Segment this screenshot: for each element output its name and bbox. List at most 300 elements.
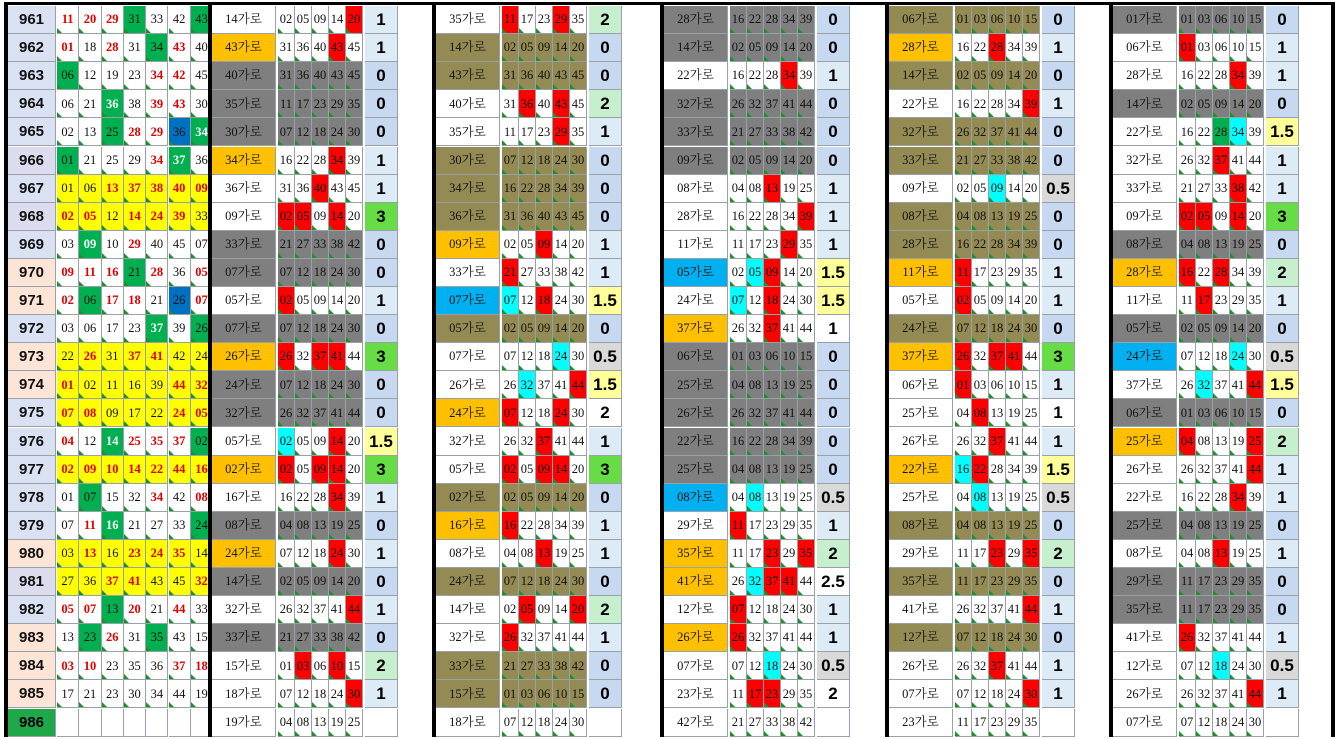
pattern-label[interactable]: 35가로 xyxy=(436,6,500,34)
pattern-number[interactable]: 02 xyxy=(1179,203,1196,231)
pattern-number[interactable]: 14 xyxy=(553,596,570,624)
drawn-number[interactable]: 18 xyxy=(79,34,101,62)
pattern-number[interactable]: 09 xyxy=(312,568,329,596)
pattern-number[interactable]: 24 xyxy=(1006,624,1023,652)
drawn-number[interactable]: 43 xyxy=(169,34,191,62)
pattern-number[interactable]: 16 xyxy=(730,203,747,231)
pattern-label[interactable]: 34가로 xyxy=(212,147,276,175)
pattern-number[interactable]: 32 xyxy=(1196,624,1213,652)
pattern-number[interactable]: 26 xyxy=(1179,456,1196,484)
pattern-number[interactable]: 07 xyxy=(502,399,519,427)
pattern-number[interactable]: 12 xyxy=(1196,652,1213,680)
pattern-number[interactable]: 26 xyxy=(1179,147,1196,175)
match-score[interactable]: 0 xyxy=(1266,399,1299,427)
pattern-label[interactable]: 29가로 xyxy=(664,512,728,540)
pattern-label[interactable]: 11가로 xyxy=(1113,287,1177,315)
pattern-number[interactable]: 22 xyxy=(1196,62,1213,90)
pattern-number[interactable]: 41 xyxy=(1006,596,1023,624)
pattern-label[interactable]: 12가로 xyxy=(664,596,728,624)
drawn-number[interactable]: 42 xyxy=(169,62,191,90)
pattern-number[interactable]: 37 xyxy=(989,428,1006,456)
match-score[interactable]: 0 xyxy=(365,624,398,652)
pattern-number[interactable]: 08 xyxy=(1196,231,1213,259)
match-score[interactable]: 0 xyxy=(365,399,398,427)
pattern-label[interactable]: 11가로 xyxy=(664,231,728,259)
drawn-number[interactable]: 03 xyxy=(57,652,79,680)
pattern-number[interactable]: 23 xyxy=(1213,287,1230,315)
pattern-number[interactable]: 02 xyxy=(278,568,295,596)
pattern-number[interactable]: 17 xyxy=(972,568,989,596)
pattern-number[interactable]: 38 xyxy=(781,709,798,737)
pattern-number[interactable]: 41 xyxy=(1006,118,1023,146)
pattern-number[interactable]: 09 xyxy=(989,175,1006,203)
drawn-number[interactable]: 34 xyxy=(146,147,168,175)
pattern-number[interactable]: 39 xyxy=(1023,34,1040,62)
drawn-number[interactable]: 26 xyxy=(191,315,213,343)
drawn-number[interactable]: 17 xyxy=(102,315,124,343)
drawn-number[interactable]: 26 xyxy=(79,343,101,371)
pattern-number[interactable]: 34 xyxy=(781,6,798,34)
pattern-number[interactable]: 25 xyxy=(798,484,815,512)
pattern-label[interactable]: 25가로 xyxy=(664,456,728,484)
pattern-number[interactable]: 26 xyxy=(730,315,747,343)
pattern-number[interactable]: 02 xyxy=(955,287,972,315)
pattern-number[interactable]: 01 xyxy=(502,680,519,708)
drawn-number[interactable]: 01 xyxy=(57,147,79,175)
pattern-label[interactable]: 14가로 xyxy=(436,596,500,624)
match-score[interactable]: 0.5 xyxy=(589,343,622,371)
pattern-number[interactable]: 23 xyxy=(312,90,329,118)
drawn-number[interactable] xyxy=(124,709,146,737)
pattern-number[interactable]: 03 xyxy=(972,6,989,34)
drawn-number[interactable]: 19 xyxy=(102,62,124,90)
pattern-number[interactable]: 17 xyxy=(747,540,764,568)
drawn-number[interactable]: 24 xyxy=(146,203,168,231)
pattern-number[interactable]: 23 xyxy=(1213,568,1230,596)
drawn-number[interactable]: 18 xyxy=(191,652,213,680)
pattern-number[interactable]: 24 xyxy=(329,371,346,399)
pattern-number[interactable]: 30 xyxy=(1247,343,1264,371)
pattern-number[interactable]: 20 xyxy=(1023,62,1040,90)
match-score[interactable]: 1 xyxy=(1266,34,1299,62)
pattern-number[interactable]: 18 xyxy=(989,624,1006,652)
pattern-number[interactable]: 17 xyxy=(747,512,764,540)
match-score[interactable]: 1 xyxy=(365,6,398,34)
drawn-number[interactable]: 39 xyxy=(146,371,168,399)
pattern-label[interactable]: 19가로 xyxy=(212,709,276,737)
drawn-number[interactable]: 44 xyxy=(169,680,191,708)
drawn-number[interactable]: 19 xyxy=(191,680,213,708)
drawn-number[interactable]: 17 xyxy=(124,399,146,427)
pattern-number[interactable]: 35 xyxy=(1023,709,1040,737)
drawn-number[interactable]: 36 xyxy=(191,147,213,175)
drawn-number[interactable]: 02 xyxy=(57,118,79,146)
pattern-number[interactable]: 09 xyxy=(536,231,553,259)
pattern-label[interactable]: 29가로 xyxy=(889,540,953,568)
pattern-number[interactable]: 44 xyxy=(570,624,587,652)
pattern-number[interactable]: 17 xyxy=(747,680,764,708)
pattern-number[interactable]: 17 xyxy=(519,6,536,34)
match-score[interactable]: 1 xyxy=(817,62,850,90)
match-score[interactable]: 1 xyxy=(1042,428,1075,456)
drawn-number[interactable]: 09 xyxy=(79,231,101,259)
pattern-label[interactable]: 32가로 xyxy=(212,399,276,427)
pattern-number[interactable]: 32 xyxy=(295,596,312,624)
pattern-number[interactable]: 26 xyxy=(955,652,972,680)
match-score[interactable]: 0 xyxy=(1266,231,1299,259)
drawn-number[interactable]: 01 xyxy=(57,175,79,203)
pattern-number[interactable]: 12 xyxy=(1196,343,1213,371)
pattern-number[interactable]: 31 xyxy=(278,62,295,90)
drawn-number[interactable]: 08 xyxy=(191,484,213,512)
drawn-number[interactable]: 09 xyxy=(102,399,124,427)
pattern-number[interactable]: 30 xyxy=(346,315,363,343)
pattern-number[interactable]: 23 xyxy=(536,118,553,146)
pattern-number[interactable]: 30 xyxy=(570,709,587,737)
pattern-number[interactable]: 44 xyxy=(1247,456,1264,484)
pattern-number[interactable]: 23 xyxy=(764,680,781,708)
pattern-label[interactable]: 32가로 xyxy=(212,596,276,624)
pattern-number[interactable]: 23 xyxy=(536,6,553,34)
pattern-label[interactable]: 32가로 xyxy=(1113,147,1177,175)
row-number[interactable]: 975 xyxy=(8,399,56,427)
pattern-number[interactable]: 18 xyxy=(536,399,553,427)
match-score[interactable]: 0 xyxy=(589,62,622,90)
drawn-number[interactable]: 16 xyxy=(191,456,213,484)
pattern-label[interactable]: 23가로 xyxy=(889,709,953,737)
match-score[interactable] xyxy=(365,709,398,737)
pattern-number[interactable]: 04 xyxy=(730,484,747,512)
pattern-number[interactable]: 24 xyxy=(329,259,346,287)
pattern-label[interactable]: 12가로 xyxy=(889,624,953,652)
pattern-number[interactable]: 41 xyxy=(1230,680,1247,708)
match-score[interactable]: 0 xyxy=(1042,203,1075,231)
pattern-number[interactable]: 03 xyxy=(295,652,312,680)
pattern-number[interactable]: 09 xyxy=(536,596,553,624)
drawn-number[interactable]: 28 xyxy=(124,118,146,146)
match-score[interactable]: 0 xyxy=(365,371,398,399)
pattern-number[interactable]: 44 xyxy=(1023,596,1040,624)
drawn-number[interactable]: 31 xyxy=(124,624,146,652)
pattern-number[interactable]: 11 xyxy=(502,6,519,34)
drawn-number[interactable]: 23 xyxy=(102,652,124,680)
pattern-number[interactable]: 19 xyxy=(1006,203,1023,231)
pattern-number[interactable]: 19 xyxy=(1230,540,1247,568)
drawn-number[interactable]: 33 xyxy=(169,512,191,540)
match-score[interactable]: 0 xyxy=(1266,6,1299,34)
pattern-number[interactable]: 19 xyxy=(1006,484,1023,512)
pattern-label[interactable]: 26가로 xyxy=(889,428,953,456)
pattern-number[interactable]: 13 xyxy=(1213,428,1230,456)
pattern-number[interactable]: 14 xyxy=(781,259,798,287)
drawn-number[interactable]: 22 xyxy=(57,343,79,371)
pattern-number[interactable]: 29 xyxy=(553,6,570,34)
pattern-number[interactable]: 33 xyxy=(764,118,781,146)
pattern-number[interactable]: 34 xyxy=(329,147,346,175)
drawn-number[interactable]: 07 xyxy=(79,596,101,624)
drawn-number[interactable]: 16 xyxy=(102,512,124,540)
pattern-label[interactable]: 07가로 xyxy=(212,259,276,287)
drawn-number[interactable]: 34 xyxy=(191,118,213,146)
pattern-label[interactable]: 11가로 xyxy=(889,259,953,287)
drawn-number[interactable]: 37 xyxy=(124,175,146,203)
pattern-number[interactable]: 39 xyxy=(1247,62,1264,90)
pattern-number[interactable]: 38 xyxy=(553,259,570,287)
pattern-label[interactable]: 09가로 xyxy=(212,203,276,231)
pattern-number[interactable]: 18 xyxy=(536,709,553,737)
pattern-number[interactable]: 18 xyxy=(536,287,553,315)
drawn-number[interactable]: 43 xyxy=(191,6,213,34)
match-score[interactable]: 0 xyxy=(365,231,398,259)
pattern-number[interactable]: 01 xyxy=(955,371,972,399)
drawn-number[interactable]: 15 xyxy=(191,624,213,652)
pattern-number[interactable]: 38 xyxy=(553,652,570,680)
row-number[interactable]: 961 xyxy=(8,6,56,34)
pattern-number[interactable]: 15 xyxy=(1247,399,1264,427)
pattern-number[interactable]: 09 xyxy=(764,259,781,287)
pattern-number[interactable]: 08 xyxy=(519,540,536,568)
pattern-number[interactable]: 20 xyxy=(346,568,363,596)
pattern-number[interactable]: 14 xyxy=(553,34,570,62)
pattern-number[interactable]: 34 xyxy=(553,512,570,540)
pattern-number[interactable]: 35 xyxy=(798,231,815,259)
pattern-number[interactable]: 06 xyxy=(764,343,781,371)
pattern-number[interactable]: 14 xyxy=(1006,62,1023,90)
pattern-label[interactable]: 33가로 xyxy=(212,231,276,259)
match-score[interactable]: 0.5 xyxy=(817,484,850,512)
pattern-number[interactable]: 27 xyxy=(972,147,989,175)
match-score[interactable] xyxy=(589,709,622,737)
pattern-number[interactable]: 39 xyxy=(1247,484,1264,512)
pattern-number[interactable]: 25 xyxy=(798,371,815,399)
pattern-number[interactable]: 12 xyxy=(519,287,536,315)
pattern-label[interactable]: 08가로 xyxy=(889,203,953,231)
pattern-number[interactable]: 33 xyxy=(312,624,329,652)
pattern-number[interactable]: 25 xyxy=(1247,231,1264,259)
pattern-number[interactable]: 25 xyxy=(1247,512,1264,540)
drawn-number[interactable]: 02 xyxy=(57,456,79,484)
pattern-number[interactable]: 15 xyxy=(1023,371,1040,399)
pattern-number[interactable]: 29 xyxy=(1006,568,1023,596)
pattern-number[interactable]: 13 xyxy=(312,709,329,737)
row-number[interactable]: 979 xyxy=(8,512,56,540)
drawn-number[interactable]: 11 xyxy=(102,371,124,399)
match-score[interactable]: 0 xyxy=(589,652,622,680)
drawn-number[interactable]: 24 xyxy=(191,512,213,540)
pattern-number[interactable]: 22 xyxy=(295,484,312,512)
drawn-number[interactable] xyxy=(57,709,79,737)
pattern-number[interactable]: 18 xyxy=(312,259,329,287)
pattern-number[interactable]: 24 xyxy=(781,287,798,315)
pattern-label[interactable]: 35가로 xyxy=(889,568,953,596)
drawn-number[interactable]: 45 xyxy=(169,568,191,596)
pattern-number[interactable]: 30 xyxy=(570,287,587,315)
row-number[interactable]: 982 xyxy=(8,596,56,624)
drawn-number[interactable]: 04 xyxy=(57,428,79,456)
pattern-label[interactable]: 32가로 xyxy=(889,118,953,146)
pattern-number[interactable]: 30 xyxy=(570,343,587,371)
pattern-number[interactable]: 37 xyxy=(764,568,781,596)
drawn-number[interactable]: 43 xyxy=(169,90,191,118)
pattern-number[interactable]: 23 xyxy=(764,540,781,568)
drawn-number[interactable]: 40 xyxy=(191,34,213,62)
pattern-label[interactable]: 07가로 xyxy=(436,287,500,315)
pattern-number[interactable]: 04 xyxy=(730,371,747,399)
pattern-number[interactable]: 36 xyxy=(519,62,536,90)
drawn-number[interactable]: 05 xyxy=(191,259,213,287)
pattern-number[interactable]: 22 xyxy=(519,175,536,203)
pattern-number[interactable]: 12 xyxy=(747,287,764,315)
drawn-number[interactable]: 03 xyxy=(57,540,79,568)
pattern-number[interactable]: 31 xyxy=(502,203,519,231)
drawn-number[interactable]: 42 xyxy=(169,343,191,371)
pattern-number[interactable]: 32 xyxy=(295,399,312,427)
match-score[interactable]: 1 xyxy=(817,203,850,231)
match-score[interactable]: 0 xyxy=(365,512,398,540)
pattern-number[interactable]: 10 xyxy=(1230,6,1247,34)
pattern-number[interactable]: 27 xyxy=(295,231,312,259)
pattern-number[interactable]: 07 xyxy=(955,315,972,343)
pattern-number[interactable]: 44 xyxy=(798,399,815,427)
pattern-number[interactable]: 44 xyxy=(798,315,815,343)
pattern-number[interactable]: 16 xyxy=(955,456,972,484)
pattern-number[interactable]: 17 xyxy=(972,540,989,568)
pattern-number[interactable]: 26 xyxy=(1179,680,1196,708)
pattern-label[interactable]: 24가로 xyxy=(1113,343,1177,371)
pattern-number[interactable]: 14 xyxy=(553,231,570,259)
pattern-label[interactable]: 28가로 xyxy=(664,6,728,34)
match-score[interactable]: 2 xyxy=(1266,428,1299,456)
pattern-number[interactable]: 14 xyxy=(1230,90,1247,118)
pattern-number[interactable]: 04 xyxy=(730,456,747,484)
pattern-number[interactable]: 20 xyxy=(1023,287,1040,315)
drawn-number[interactable]: 28 xyxy=(102,34,124,62)
drawn-number[interactable]: 23 xyxy=(124,315,146,343)
pattern-label[interactable]: 33가로 xyxy=(436,652,500,680)
pattern-label[interactable]: 24가로 xyxy=(664,287,728,315)
drawn-number[interactable]: 34 xyxy=(146,484,168,512)
pattern-number[interactable]: 20 xyxy=(1247,203,1264,231)
pattern-number[interactable]: 41 xyxy=(1006,652,1023,680)
pattern-number[interactable]: 37 xyxy=(536,371,553,399)
match-score[interactable]: 1 xyxy=(817,596,850,624)
drawn-number[interactable]: 43 xyxy=(146,568,168,596)
pattern-number[interactable]: 25 xyxy=(1247,540,1264,568)
match-score[interactable]: 1 xyxy=(589,118,622,146)
pattern-number[interactable]: 44 xyxy=(346,343,363,371)
pattern-number[interactable]: 28 xyxy=(989,456,1006,484)
pattern-label[interactable]: 33가로 xyxy=(212,624,276,652)
pattern-number[interactable]: 36 xyxy=(519,90,536,118)
pattern-number[interactable]: 01 xyxy=(278,652,295,680)
drawn-number[interactable]: 31 xyxy=(124,34,146,62)
pattern-label[interactable]: 26가로 xyxy=(664,399,728,427)
pattern-number[interactable]: 42 xyxy=(570,652,587,680)
pattern-number[interactable]: 26 xyxy=(955,343,972,371)
pattern-number[interactable]: 13 xyxy=(989,484,1006,512)
drawn-number[interactable]: 03 xyxy=(57,231,79,259)
pattern-number[interactable]: 16 xyxy=(955,90,972,118)
match-score[interactable]: 3 xyxy=(589,456,622,484)
pattern-number[interactable]: 14 xyxy=(1230,315,1247,343)
drawn-number[interactable]: 03 xyxy=(57,315,79,343)
pattern-number[interactable]: 44 xyxy=(346,596,363,624)
pattern-number[interactable]: 13 xyxy=(1213,231,1230,259)
drawn-number[interactable]: 38 xyxy=(124,90,146,118)
pattern-number[interactable]: 05 xyxy=(972,175,989,203)
match-score[interactable]: 0 xyxy=(817,371,850,399)
match-score[interactable]: 2.5 xyxy=(817,568,850,596)
pattern-number[interactable]: 16 xyxy=(1179,118,1196,146)
pattern-label[interactable]: 35가로 xyxy=(1113,596,1177,624)
match-score[interactable]: 0 xyxy=(1042,6,1075,34)
drawn-number[interactable]: 24 xyxy=(191,343,213,371)
match-score[interactable]: 0 xyxy=(817,428,850,456)
pattern-number[interactable]: 18 xyxy=(1213,652,1230,680)
pattern-label[interactable]: 14가로 xyxy=(212,6,276,34)
pattern-number[interactable]: 19 xyxy=(329,709,346,737)
pattern-number[interactable]: 05 xyxy=(519,231,536,259)
match-score[interactable]: 0 xyxy=(1266,568,1299,596)
pattern-number[interactable]: 36 xyxy=(295,175,312,203)
match-score[interactable]: 1.5 xyxy=(817,259,850,287)
pattern-number[interactable]: 32 xyxy=(747,399,764,427)
drawn-number[interactable]: 13 xyxy=(79,118,101,146)
pattern-number[interactable]: 12 xyxy=(295,371,312,399)
drawn-number[interactable]: 44 xyxy=(169,371,191,399)
pattern-number[interactable]: 37 xyxy=(764,315,781,343)
pattern-label[interactable]: 33가로 xyxy=(1113,175,1177,203)
pattern-number[interactable]: 11 xyxy=(730,231,747,259)
pattern-number[interactable]: 18 xyxy=(312,680,329,708)
pattern-label[interactable]: 15가로 xyxy=(212,652,276,680)
pattern-number[interactable]: 30 xyxy=(1247,652,1264,680)
pattern-number[interactable]: 39 xyxy=(346,484,363,512)
drawn-number[interactable]: 18 xyxy=(124,287,146,315)
pattern-number[interactable]: 32 xyxy=(1196,680,1213,708)
pattern-number[interactable]: 28 xyxy=(312,147,329,175)
match-score[interactable]: 1 xyxy=(589,512,622,540)
pattern-number[interactable]: 44 xyxy=(1023,652,1040,680)
match-score[interactable]: 2 xyxy=(1042,540,1075,568)
pattern-number[interactable]: 20 xyxy=(798,147,815,175)
drawn-number[interactable]: 11 xyxy=(79,259,101,287)
pattern-label[interactable]: 07가로 xyxy=(664,652,728,680)
pattern-number[interactable]: 12 xyxy=(519,568,536,596)
drawn-number[interactable]: 37 xyxy=(169,428,191,456)
pattern-number[interactable]: 03 xyxy=(972,371,989,399)
pattern-label[interactable]: 28가로 xyxy=(1113,62,1177,90)
pattern-label[interactable]: 40가로 xyxy=(212,62,276,90)
row-number[interactable]: 981 xyxy=(8,568,56,596)
pattern-number[interactable]: 27 xyxy=(747,118,764,146)
row-number[interactable]: 969 xyxy=(8,231,56,259)
drawn-number[interactable]: 02 xyxy=(57,203,79,231)
drawn-number[interactable]: 05 xyxy=(79,203,101,231)
pattern-number[interactable]: 05 xyxy=(295,456,312,484)
pattern-number[interactable]: 01 xyxy=(730,343,747,371)
pattern-number[interactable]: 13 xyxy=(989,399,1006,427)
pattern-number[interactable]: 09 xyxy=(312,456,329,484)
pattern-label[interactable]: 22가로 xyxy=(664,62,728,90)
pattern-number[interactable]: 22 xyxy=(972,231,989,259)
pattern-number[interactable]: 09 xyxy=(312,428,329,456)
pattern-number[interactable]: 20 xyxy=(570,484,587,512)
pattern-number[interactable]: 23 xyxy=(989,540,1006,568)
pattern-number[interactable]: 18 xyxy=(989,315,1006,343)
pattern-number[interactable]: 29 xyxy=(781,680,798,708)
pattern-label[interactable]: 41가로 xyxy=(664,568,728,596)
